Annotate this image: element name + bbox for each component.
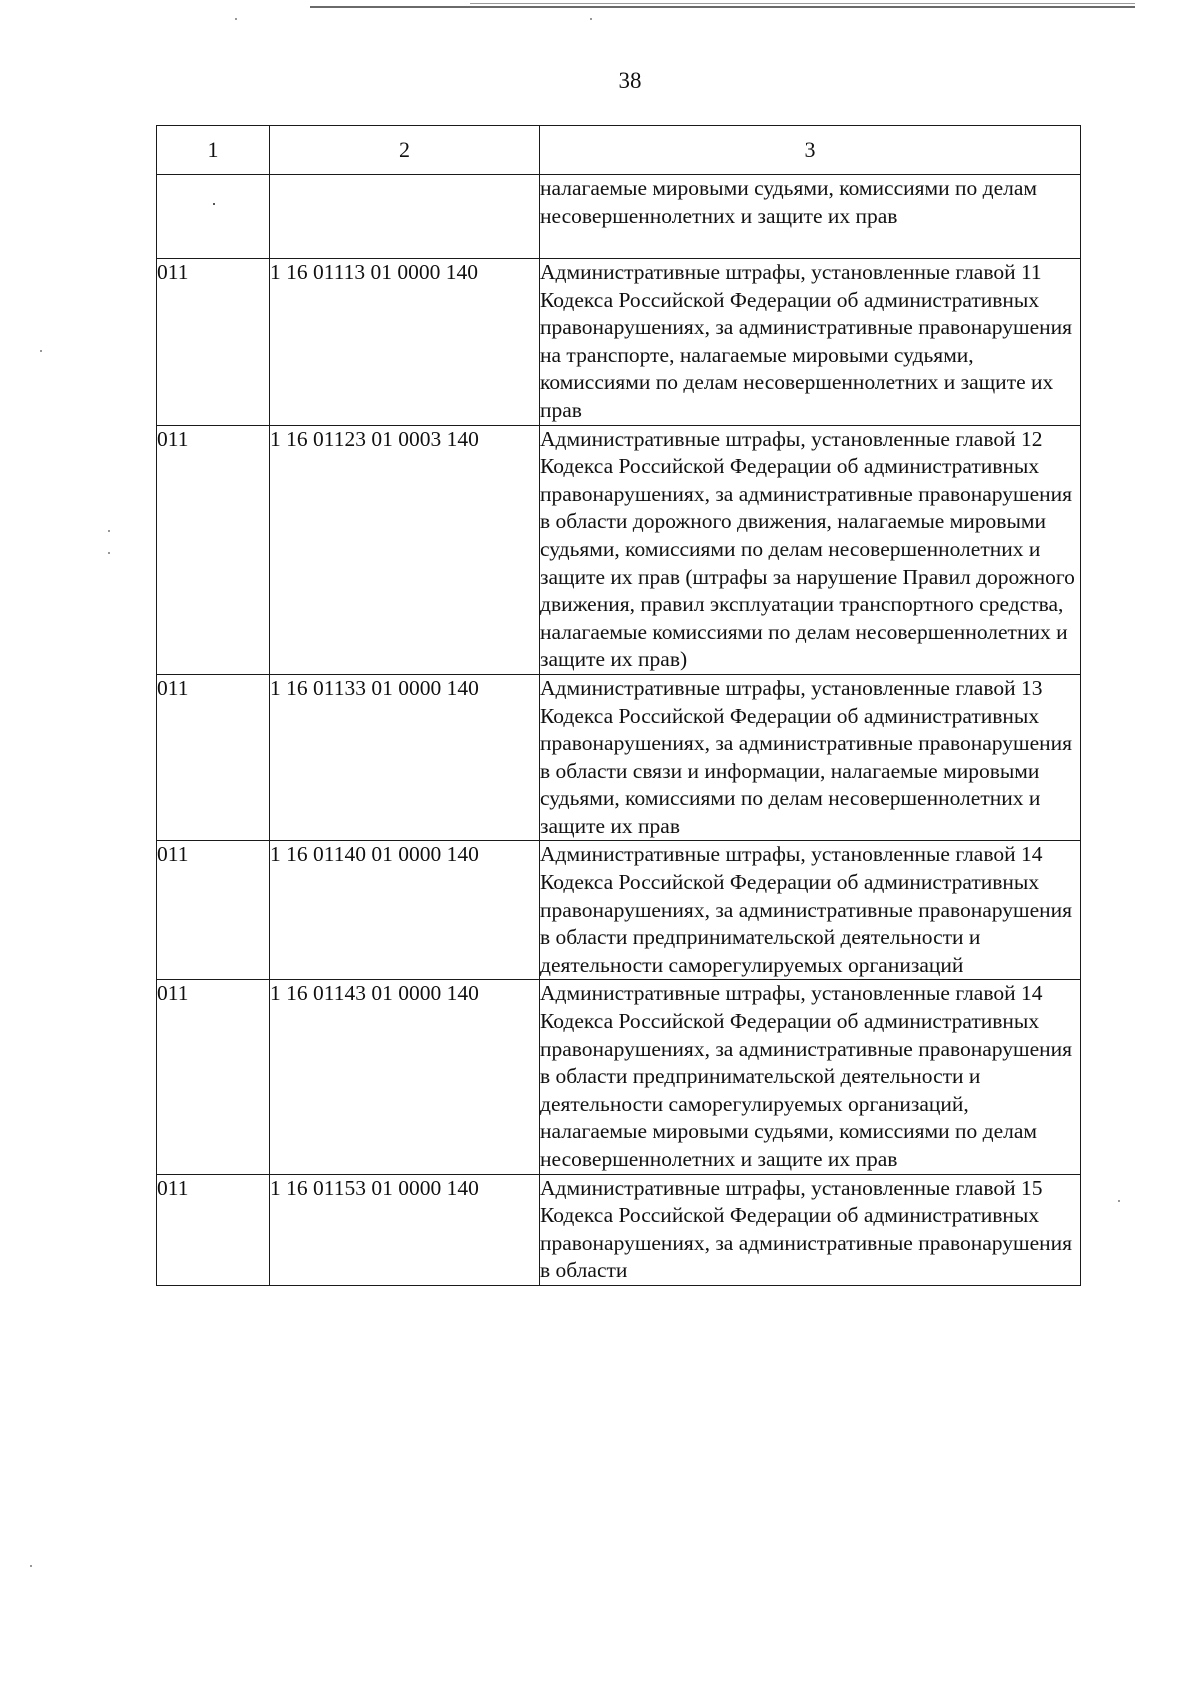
table-row-continued (157, 175, 1081, 259)
table-row (157, 259, 1081, 426)
description-cell: Административные штрафы, установленные главой 12 Кодекса Российской Федерации об административных правонарушениях, за административные правонарушения в области дорожного движения, налагаемые мировыми судьями, комиссиями по делам несовершеннолетних и защите их прав (штрафы за нарушение Правил дорожного движения, правил эксплуатации транспортного средства, налагаемые комиссиями по делам несовершеннолетних и защите их прав) (540, 425, 1081, 674)
page-number: 38 (618, 68, 642, 93)
description-cell: налагаемые мировыми судьями, комиссиями по делам несовершеннолетних и защите их прав (540, 175, 1081, 259)
agency-cell: 011 (157, 674, 270, 841)
scan-speck (108, 552, 110, 554)
scan-border-line (310, 6, 1135, 8)
scan-speck (213, 203, 215, 205)
scan-speck (40, 350, 42, 352)
scan-border-line (470, 3, 1135, 4)
description-cell: Административные штрафы, установленные главой 14 Кодекса Российской Федерации об административных правонарушениях, за административные правонарушения в области предпринимательской деятельности и деятельности саморегулируемых организаций, налагаемые мировыми судьями, комиссиями по делам несовершеннолетних и защите их прав (540, 980, 1081, 1174)
table-row (157, 841, 1081, 980)
scan-speck (30, 1565, 32, 1567)
code-cell: 1 16 01143 01 0000 140 (270, 980, 540, 1174)
description-cell: Административные штрафы, установленные главой 15 Кодекса Российской Федерации об административных правонарушениях, за административные правонарушения в области (540, 1174, 1081, 1285)
scan-speck (1118, 1200, 1120, 1202)
code-cell: 1 16 01123 01 0003 140 (270, 425, 540, 674)
agency-cell: 011 (157, 1174, 270, 1285)
table-row (157, 980, 1081, 1174)
agency-cell: 011 (157, 980, 270, 1174)
description-cell: Административные штрафы, установленные главой 11 Кодекса Российской Федерации об административных правонарушениях, за административные правонарушения на транспорте, налагаемые мировыми судьями, комиссиями по делам несовершеннолетних и защите их прав (540, 259, 1081, 426)
column-header-3: 3 (540, 126, 1081, 175)
agency-cell: 011 (157, 841, 270, 980)
description-cell: Административные штрафы, установленные главой 13 Кодекса Российской Федерации об административных правонарушениях, за административные правонарушения в области связи и информации, налагаемые мировыми судьями, комиссиями по делам несовершеннолетних и защите их прав (540, 674, 1081, 841)
scan-speck (590, 18, 592, 20)
scan-speck (235, 18, 237, 20)
column-header-1: 1 (157, 126, 270, 175)
column-header-2: 2 (270, 126, 540, 175)
table-row (157, 674, 1081, 841)
table-row (157, 1174, 1081, 1285)
budget-codes-table (156, 125, 1081, 1286)
table-header-row (157, 126, 1081, 175)
code-cell: 1 16 01153 01 0000 140 (270, 1174, 540, 1285)
agency-cell: 011 (157, 259, 270, 426)
code-cell: 1 16 01133 01 0000 140 (270, 674, 540, 841)
agency-cell (157, 175, 270, 259)
description-cell: Административные штрафы, установленные главой 14 Кодекса Российской Федерации об административных правонарушениях, за административные правонарушения в области предпринимательской деятельности и деятельности саморегулируемых организаций (540, 841, 1081, 980)
table-row (157, 425, 1081, 674)
code-cell: 1 16 01140 01 0000 140 (270, 841, 540, 980)
code-cell: 1 16 01113 01 0000 140 (270, 259, 540, 426)
agency-cell: 011 (157, 425, 270, 674)
scan-speck (108, 530, 110, 532)
code-cell (270, 175, 540, 259)
